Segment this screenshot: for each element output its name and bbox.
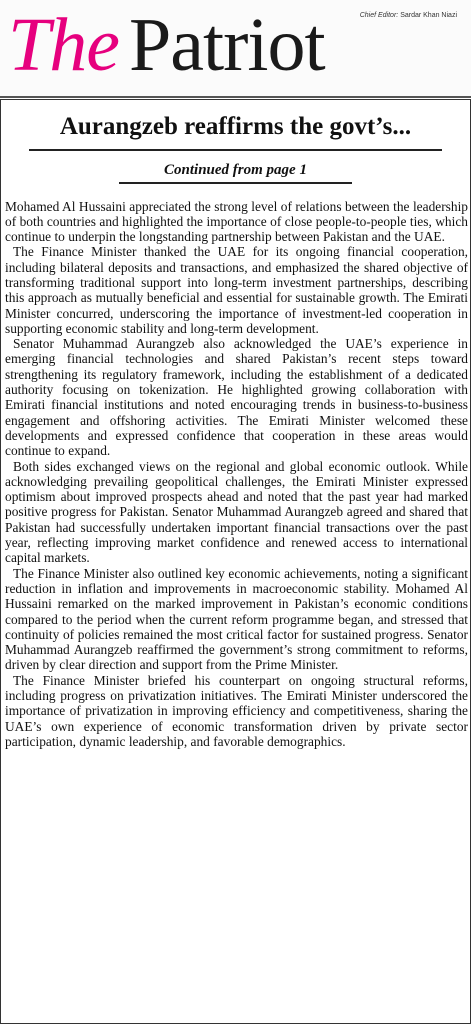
article-paragraph: Senator Muhammad Aurangzeb also acknowledged the UAE’s experience in emerging financial technologies and shared Pakistan’s recent steps toward strengthening its regulatory framework, including the establishment of a dedicated authority focusing on tokenization. He highlighted growing collaboration with Emirati financial institutions and noted encouraging trends in business-to-business engagement and offshoring activities. The Emirati Minister welcomed these developments and expressed confidence that cooperation in these areas would continue to expand.	[5, 336, 468, 459]
article-paragraph: Both sides exchanged views on the regional and global economic outlook. While acknowledging prevailing geopolitical challenges, the Emirati Minister expressed optimism about improved prospects ahead and noted that the past year had marked positive progress for Pakistan. Senator Muhammad Aurangzeb agreed and shared that Pakistan had successfully undertaken important financial transactions over the past year, reflecting improving market confidence and renewed access to international capital markets.	[5, 458, 468, 566]
newspaper-logo	[8, 2, 325, 88]
continued-underline	[119, 182, 352, 184]
article-headline: Aurangzeb reaffirms the govt’s...	[59, 113, 412, 140]
article-paragraph: Mohamed Al Hussaini appreciated the strong level of relations between the leadership of both countries and highlighted the importance of close people-to-people ties, which continue to underpin the longstanding partnership between Pakistan and the UAE.	[5, 198, 468, 245]
article-box	[0, 99, 471, 1024]
logo-word-the: The	[8, 3, 119, 87]
logo-word-patriot: Patriot	[129, 3, 325, 87]
article-paragraph: The Finance Minister thanked the UAE for its ongoing financial cooperation, including bilateral deposits and transactions, and emphasized the shared objective of transforming traditional support into long-term investment partnerships, describing this approach as mutually beneficial and essential for sustainable growth. The Emirati Minister concurred, underscoring the importance of investment-led cooperation in supporting economic stability and long-term development.	[5, 244, 468, 336]
continued-label: Continued from page 1	[164, 162, 307, 178]
chief-editor-credit	[360, 12, 457, 19]
article-paragraph: The Finance Minister also outlined key economic achievements, noting a significant reduction in inflation and improvements in macroeconomic stability. Mohamed Al Hussaini remarked on the marked improvement in Pakistan’s economic conditions compared to the period when the current reform programme began, and stressed that continuity of policies remained the most critical factor for sustained progress. Senator Muhammad Aurangzeb reaffirmed the government’s strong commitment to reforms, driven by clear direction and support from the Prime Minister.	[5, 565, 468, 673]
masthead	[0, 0, 471, 96]
article-paragraph: The Finance Minister briefed his counterpart on ongoing structural reforms, including progress on privatization initiatives. The Emirati Minister underscored the importance of privatization in improving efficiency and competitiveness, sharing the UAE’s own experience of economic transformation driven by private sector participation, dynamic leadership, and favorable demographics.	[5, 672, 468, 749]
article-body	[5, 199, 468, 750]
chief-editor-label: Chief Editor:	[359, 12, 399, 19]
headline-divider	[29, 149, 442, 151]
chief-editor-name: Sardar Khan Niazi	[400, 12, 457, 19]
masthead-divider	[0, 96, 471, 98]
